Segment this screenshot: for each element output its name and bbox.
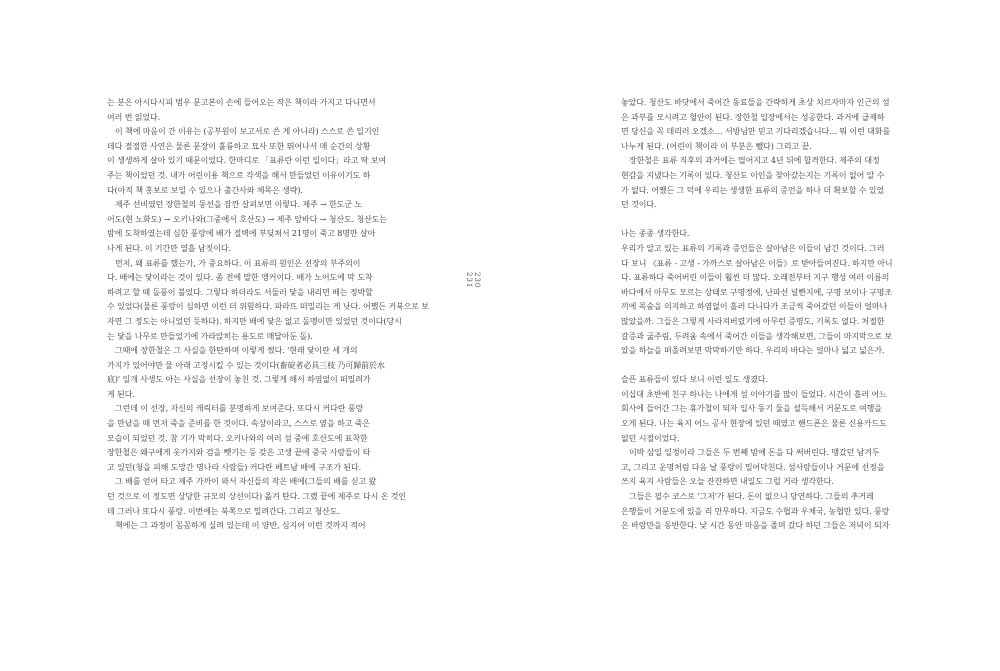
text-line: 게 된다. (107, 389, 135, 399)
text-line: 았을 하늘을 떠올려보면 막막하기만 하다. 우리의 바다는 얼마나 넓고 넓은가. (621, 346, 885, 356)
text-line: 우리가 알고 있는 표류의 기록과 증언들은 살아남은 이들이 남긴 것이다. 그러 (621, 243, 885, 253)
text-line: 회사에 들어간 그는 휴가철이 되자 입사 동기 둘을 설득해서 거문도로 여행을 (621, 404, 882, 414)
text-line: 그런데 이 선장, 자신의 캐릭터를 분명하게 보여준다. 또다시 커다란 풍랑 (115, 404, 364, 414)
text-line: 먼저, 왜 표류를 했는가, 가 중요하다. 이 표류의 원인은 선장의 부주의이 (115, 258, 361, 268)
page-folio (465, 272, 481, 288)
text-line: 이박 삼일 일정이라 그들은 두 번째 밤에 돈을 다 써버린다. 맹갔던 남겨두 (629, 448, 880, 458)
text-line: 수 있었다(물론 풍랑이 심하면 이런 더 위험하다. 파라뜨 떠밀리는 게 낫다. 어쨌든 거북으로 보 (107, 302, 429, 312)
text-line: 자면 그 정도는 아니었던 듯하다). 하지만 배에 닻은 없고 돌멩이만 있었던 것이다(당시 (107, 316, 402, 326)
text-line: 밤에 도착하였는데 심한 풍랑에 배가 절벽에 부딪쳐서 21명이 죽고 8명만 살아 (107, 229, 376, 239)
text-line: 던 것으로 이 정도면 상당한 규모의 상선이다) 옮겨 탄다. 그랬 끝에 제주로 다시 온 것인 (107, 492, 407, 502)
text-line: 바다에서 아무도 모르는 상태로 구명정에, 난파선 널빤지에, 구명 보이나 구명조 (621, 287, 892, 297)
text-line: 이 책에 마음이 간 이유는 (공부원이 보고서로 쓴 게 아니라) 스스로 쓴 일기인 (115, 127, 380, 137)
text-line: 제주 선비였던 장한철의 동선을 잠깐 살펴보면 이렇다. 제주 → 한도군 노 (115, 200, 363, 210)
text-line: 하려고 할 때 돌풍이 불었다. 그렇다 하더라도 서둘러 닻을 내리면 배는 정박할 (107, 287, 373, 297)
text-line: 갈증과 굶주림, 두려움 속에서 죽어간 이들을 생각해보면, 그들이 마지막으로 보 (621, 331, 892, 341)
text-line: 던 것이다. (621, 200, 657, 210)
text-line: 그때에 장한철은 그 사실을 한탄하며 이렇게 썼다. '현래 닻이란 세 개의 (115, 346, 358, 356)
text-line: 다. 표류하다 죽어버린 이들이 훨씬 더 많다. 오래전부터 지구 행성 여러 이름의 (621, 273, 890, 283)
text-line: 끼에 목숨을 의지하고 하염없이 흘러 다니다가 조금씩 죽어갔던 이들이 얼마나 (621, 302, 888, 312)
text-line: 은 바람만을 동반한다. 낮 시간 동안 마음을 졸며 갔다 하던 그들은 저녁이 되자 (621, 521, 890, 531)
text-line: 은행들이 거문도에 있을 리 만무하다. 지금도 수협과 우체국, 농협만 있다. 풍랑 (621, 506, 890, 516)
text-line: 그들은 필수 코스로 '그저'가 된다. 돈이 없으니 당연하다. 그들의 추거레 (629, 492, 874, 502)
text-line: 다. 배에는 닻이라는 것이 있다. 좀 전에 말한 앵커이다. 배가 노어도에 막 도착 (107, 273, 373, 283)
text-line: 면 당신을 꼭 데리러 오겠소… 서방님만 믿고 기다리겠습니다… 뭐 이런 대화를 (621, 127, 891, 137)
text-line: 없던 시절이었다. (621, 433, 680, 443)
text-line: 는 분은 아시다시피 범우 문고본이 손에 들어오는 작은 책이라 가지고 다니면서 (107, 98, 376, 107)
right-page (500, 0, 1000, 671)
text-line: 底)' 일개 사생도 아는 사실을 선장이 놓친 것. 그렇게 해서 하염없이 떠밀려가 (107, 375, 371, 385)
text-line: 모습이 되었던 것. 참 기가 막히다. 오키나와의 여러 섬 중에 호산도에 표착한 (107, 433, 368, 443)
text-line: 어도(현 노화도) → 오키나와(그중에서 호산도) → 제주 앞바다 → 청산도. 청산도는 (107, 214, 387, 224)
text-line: 가지가 있어야만 물 아래 고정시킬 수 있는 것이다(畜碇者必具三枝 乃可歸前於水 (107, 360, 385, 370)
text-line: 장한철은 표류 직후의 과거에는 떨어지고 4년 뒤에 합격한다. 제주의 대정 (629, 156, 880, 166)
text-line: 그 배를 얻어 타고 제주 가까이 와서 자신들의 작은 배에(그들의 배를 싣고 왔 (115, 477, 377, 487)
text-line: 다 보니 《표류 - 고생 - 가까스로 살아남은 이들》로 받아들여진다. 하지만 아니 (621, 258, 893, 268)
page-number-left: 230 (473, 272, 481, 289)
text-line: 데다 절절한 사연은 물론 문장이 훌륭하고 묘사 또한 뛰어나서 매 순간의 상황 (107, 141, 371, 151)
text-line: 은 과부를 모시려고 혈안이 된다. 장한철 입장에서는 성공한다. 과거에 급제하 (621, 112, 885, 122)
text-line: 다(아직 책 홍보로 보일 수 있으나 출간사와 체목은 생략). (107, 185, 303, 195)
text-line: 가 없다. 어쨌든 그 덕에 우리는 생생한 표류의 증언을 하나 더 확보할 수 있었 (621, 185, 885, 195)
text-line: 책에는 그 과정이 꼼꼼하게 실려 있는데 이 양반, 심지어 이런 것까지 적어 (115, 521, 366, 531)
text-line: 나는 종종 생각한다. (621, 229, 690, 239)
text-line: 쓰지 육지 사람들은 오늘 잔잔하면 내일도 그럴 거라 생각한다. (621, 477, 834, 487)
text-line: 이십대 초반에 친구 하나는 나에게 섬 이야기를 많이 들었다. 시간이 흘러 어느 (621, 389, 887, 399)
text-line: 는 닻을 나무로 만들었기에 가라앉히는 용도로 매달아둔 돌). (107, 331, 313, 341)
text-line: 장한철은 왜구에게 옷가지와 검을 뺏기는 등 갖은 고생 끝에 중국 사람들이 타 (107, 448, 371, 458)
text-line: 나게 된다. 이 기간만 열흘 남짓이다. (107, 243, 231, 253)
text-line: 슬픈 표류들이 있다 보니 이런 일도 생겼다. (621, 375, 768, 385)
text-line: 여러 번 읽었다. (107, 112, 161, 122)
text-line: 많았을까. 그들은 그렇게 사라져버렸기에 아무런 증명도, 기록도 없다. 처절한 (621, 316, 885, 326)
text-line: 놓았다. 청산도 바닷에서 죽어간 동료들을 간략하게 초상 치르자마자 인근의 섬 (621, 98, 890, 107)
text-line: 이 생생하게 살아 있기 때문이었다. 한마디로 「표류란 이런 일이다」라고 딱 보여 (107, 156, 387, 166)
left-page-text (107, 96, 429, 534)
text-line: 고 있던(청을 피해 도망간 명나라 사람들) 커다란 베트남 배에 구조가 된다. (107, 462, 362, 472)
text-line: 현감을 지냈다는 기록이 있다. 청산도 이인을 찾아갔는지는 기록이 없어 알 수 (621, 170, 885, 180)
right-page-text (621, 96, 903, 534)
text-line: 나누게 된다. (어린이 책이라 이 부분은 뺐다) 그리고 끝. (621, 141, 812, 151)
text-line: 데 그러나 또다시 풍랑. 이번에는 북쪽으로 밀려간다. 그리고 청산도. (107, 506, 340, 516)
text-line: 고, 그리고 운명처럼 다음 날 풍랑이 밀어닥친다. 섬사람들이나 거문에 선정을 (621, 462, 885, 472)
text-line: 오게 된다. 나는 육지 어느 공사 현장에 있던 때였고 핸드폰은 물론 신용카드도 (621, 419, 887, 429)
text-line: 주는 책이었던 것. 내가 어린이용 책으로 각색을 해서 만들었던 이유이기도 하 (107, 170, 371, 180)
text-line: 을 만났을 때 먼저 죽을 준비를 한 것이다. 속상이라고, 스스로 옆을 하고 죽은 (107, 419, 371, 429)
page-number-right: 231 (465, 272, 473, 289)
